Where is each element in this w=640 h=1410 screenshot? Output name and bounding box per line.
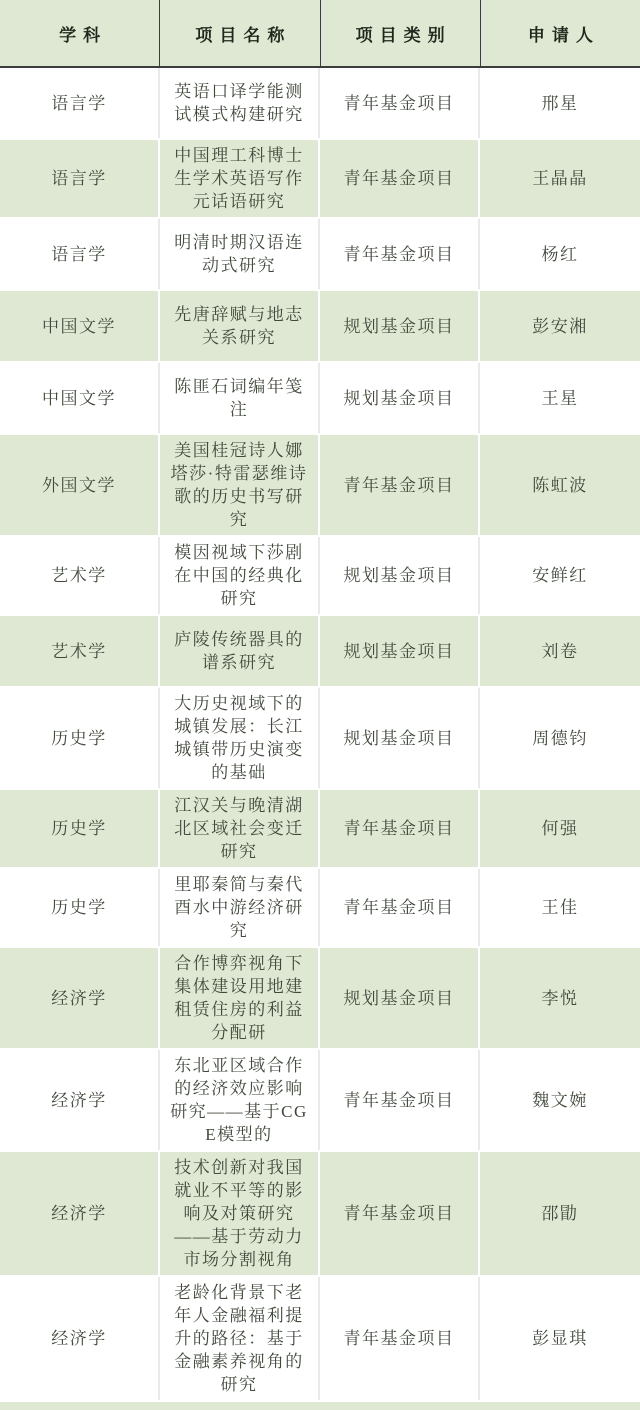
subject-cell: 经济学 — [0, 948, 160, 1048]
category-cell: 规划基金项目 — [320, 291, 480, 361]
project-name-cell: 明清时期汉语连动式研究 — [160, 219, 320, 289]
subject-cell: 语言学 — [0, 68, 160, 138]
applicant-cell: 王佳 — [541, 898, 579, 917]
project-name-cell: 东北亚区域合作的经济效应影响研究——基于CGE模型的 — [160, 1050, 320, 1150]
subject-cell: 经济学 — [0, 1050, 160, 1150]
table-row — [0, 433, 640, 535]
category-cell: 青年基金项目 — [320, 68, 480, 138]
table-row — [0, 946, 640, 1048]
table-row — [0, 686, 640, 788]
subject-cell: 艺术学 — [0, 537, 160, 614]
applicant-cell: 王星 — [541, 388, 579, 408]
project-name-cell: 陈匪石词编年笺注 — [160, 363, 320, 433]
applicant-cell: 安鲜红 — [532, 566, 588, 585]
project-name-cell: 合作博弈视角下集体建设用地建租赁住房的利益分配研 — [160, 948, 320, 1048]
column-header-applicant: 申请人 — [527, 25, 600, 45]
category-cell: 规划基金项目 — [320, 363, 480, 433]
project-name-cell: 技术创新对我国就业不平等的影响及对策研究——基于劳动力市场分割视角 — [160, 1152, 320, 1275]
project-name-cell: 里耶秦简与秦代酉水中游经济研究 — [160, 869, 320, 946]
category-cell: 规划基金项目 — [320, 948, 480, 1048]
table-row — [0, 138, 640, 217]
table-row — [0, 614, 640, 686]
subject-cell: 中国文学 — [0, 363, 160, 433]
category-cell: 青年基金项目 — [320, 1050, 480, 1150]
table-row — [0, 1048, 640, 1150]
table-body — [0, 68, 640, 1400]
category-cell: 青年基金项目 — [320, 1277, 480, 1400]
project-name-cell: 英语口译学能测试模式构建研究 — [160, 68, 320, 138]
project-name-cell: 大历史视域下的城镇发展：长江城镇带历史演变的基础 — [160, 688, 320, 788]
project-name-cell: 美国桂冠诗人娜塔莎·特雷瑟维诗歌的历史书写研究 — [160, 435, 320, 535]
column-header-project-name: 项目名称 — [160, 0, 320, 66]
applicant-cell: 杨红 — [541, 244, 579, 264]
column-header-subject: 学科 — [0, 0, 160, 66]
category-cell: 规划基金项目 — [320, 688, 480, 788]
category-cell: 青年基金项目 — [320, 869, 480, 946]
applicant-cell: 彭安湘 — [532, 316, 588, 336]
applicant-cell: 周德钧 — [532, 728, 588, 748]
subject-cell: 语言学 — [0, 219, 160, 289]
table-header-row — [0, 0, 640, 68]
table-row — [0, 68, 640, 138]
applicant-cell: 王晶晶 — [532, 169, 588, 188]
category-cell: 青年基金项目 — [320, 435, 480, 535]
applicant-cell: 邢星 — [541, 93, 579, 113]
project-name-cell: 先唐辞赋与地志关系研究 — [160, 291, 320, 361]
subject-cell: 历史学 — [0, 869, 160, 946]
category-cell: 青年基金项目 — [320, 1152, 480, 1275]
subject-cell: 艺术学 — [0, 616, 160, 686]
table-row — [0, 867, 640, 946]
subject-cell: 经济学 — [0, 1277, 160, 1400]
category-cell: 青年基金项目 — [320, 140, 480, 217]
category-cell: 青年基金项目 — [320, 790, 480, 867]
applicant-cell: 彭显琪 — [532, 1329, 588, 1348]
category-cell: 规划基金项目 — [320, 616, 480, 686]
table-row — [0, 535, 640, 614]
applicant-cell: 李悦 — [541, 988, 579, 1008]
subject-cell: 经济学 — [0, 1152, 160, 1275]
subject-cell: 历史学 — [0, 688, 160, 788]
project-name-cell: 模因视域下莎剧在中国的经典化研究 — [160, 537, 320, 614]
subject-cell: 语言学 — [0, 140, 160, 217]
applicant-cell: 刘卷 — [541, 641, 579, 661]
table-row — [0, 289, 640, 361]
subject-cell: 外国文学 — [0, 435, 160, 535]
category-cell: 规划基金项目 — [320, 537, 480, 614]
project-name-cell: 江汉关与晚清湖北区域社会变迁研究 — [160, 790, 320, 867]
column-header-category: 项目类别 — [321, 0, 481, 66]
applicant-cell: 何强 — [541, 819, 579, 838]
applicant-cell: 魏文婉 — [532, 1090, 588, 1110]
applicant-cell: 邵勖 — [541, 1204, 579, 1223]
applicant-cell: 陈虹波 — [532, 475, 588, 495]
partial-next-row-strip — [0, 1400, 640, 1410]
table-row — [0, 361, 640, 433]
category-cell: 青年基金项目 — [320, 219, 480, 289]
table-row — [0, 217, 640, 289]
table-row — [0, 788, 640, 867]
subject-cell: 历史学 — [0, 790, 160, 867]
project-name-cell: 老龄化背景下老年人金融福利提升的路径：基于金融素养视角的研究 — [160, 1277, 320, 1400]
project-name-cell: 庐陵传统器具的谱系研究 — [160, 616, 320, 686]
table-row — [0, 1150, 640, 1275]
subject-cell: 中国文学 — [0, 291, 160, 361]
project-name-cell: 中国理工科博士生学术英语写作元话语研究 — [160, 140, 320, 217]
table-row — [0, 1275, 640, 1400]
